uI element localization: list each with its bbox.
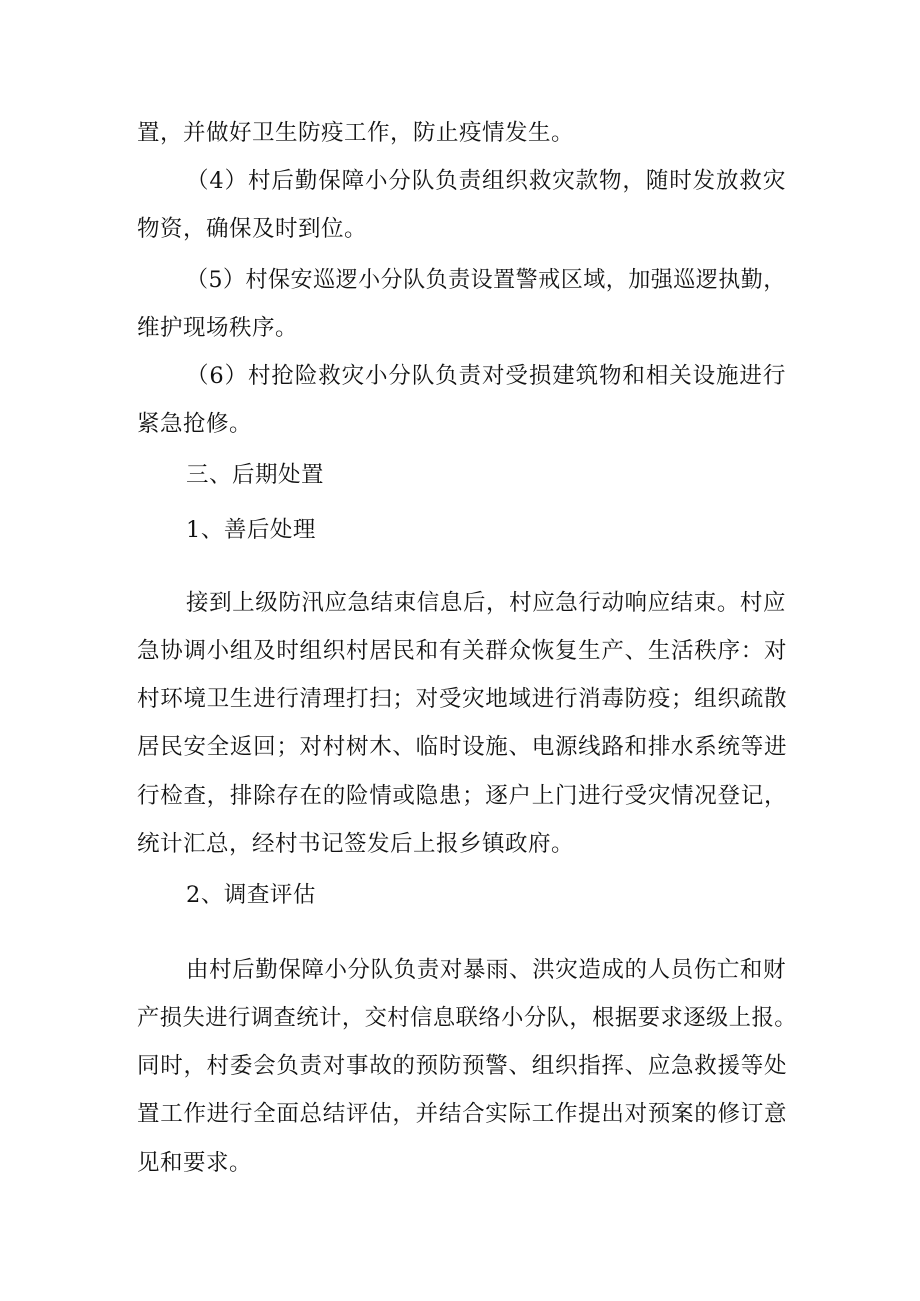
text-line: 紧急抢修。	[137, 411, 253, 437]
text-line: 物资，确保及时到位。	[137, 216, 368, 242]
text-line: 村环境卫生进行清理打扫；对受灾地域进行消毒防疫；组织疏散	[137, 686, 788, 712]
text-line: 急协调小组及时组织村居民和有关群众恢复生产、生活秩序：对	[137, 638, 788, 664]
text-line: 维护现场秩序。	[137, 315, 299, 341]
text-line: 行检查，排除存在的险情或隐患；逐户上门进行受灾情况登记，	[137, 783, 788, 809]
text-line: 同时，村委会负责对事故的预防预警、组织指挥、应急救援等处	[137, 1053, 788, 1079]
text-line: （4）村后勤保障小分队负责组织救灾款物，随时发放救灾	[186, 168, 787, 194]
text-line: 产损失进行调查统计，交村信息联络小分队，根据要求逐级上报。	[137, 1005, 798, 1031]
text-line: 置，并做好卫生防疫工作，防止疫情发生。	[137, 120, 575, 146]
text-line: （5）村保安巡逻小分队负责设置警戒区域，加强巡逻执勤，	[186, 267, 786, 293]
text-line: 接到上级防汛应急结束信息后，村应急行动响应结束。村应	[186, 590, 787, 616]
section-heading: 三、后期处置	[186, 462, 325, 488]
subsection-heading: 2、调查评估	[186, 882, 316, 908]
text-line: 统计汇总，经村书记签发后上报乡镇政府。	[137, 831, 575, 857]
text-line: （6）村抢险救灾小分队负责对受损建筑物和相关设施进行	[186, 363, 787, 389]
text-line: 由村后勤保障小分队负责对暴雨、洪灾造成的人员伤亡和财	[186, 957, 787, 983]
text-line: 居民安全返回；对村树木、临时设施、电源线路和排水系统等进	[137, 734, 788, 760]
text-line: 见和要求。	[137, 1150, 253, 1176]
text-line: 置工作进行全面总结评估，并结合实际工作提出对预案的修订意	[137, 1101, 788, 1127]
subsection-heading: 1、善后处理	[186, 517, 316, 543]
